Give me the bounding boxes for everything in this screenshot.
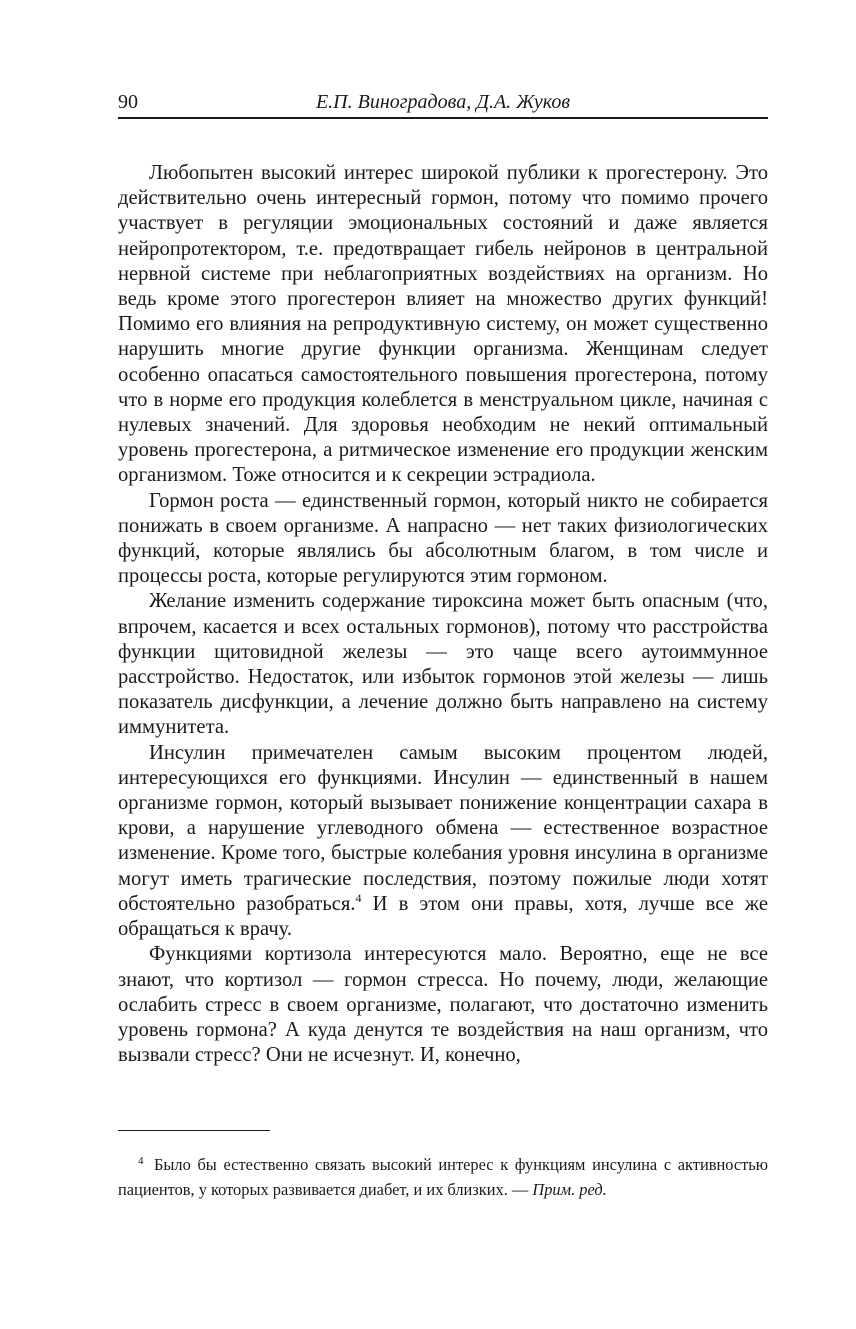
footnote-reference: 4 — [355, 891, 362, 906]
running-title: Е.П. Виноградова, Д.А. Жуков — [315, 91, 571, 113]
paragraph-growth-hormone: Гормон роста — единственный гормон, который никто не собирается понижать в своем организме. А напрасно — нет таких физиологических функций, которые являлись бы абсолютным благом, в том числе и процессы роста, которые регулируются этим гормоном. — [118, 489, 768, 588]
footnote-rule — [118, 1130, 270, 1131]
paragraph-insulin-text: Инсулин примечателен самым высоким процентом людей, интересующихся его функциями. Инсулин — единственный в нашем организме гормон, который вызывает понижение концентрации сахара в крови, а нарушение углеводного обмена — естественное возрастное изменение. Кроме того, быстрые колебания уровня инсулина в организме могут иметь трагические последствия, поэтому пожилые люди хотят обстоятельно разобраться. — [118, 741, 768, 915]
paragraph-insulin-text-end: И в этом они правы, хотя, лучше все же обращаться к врачу. — [118, 892, 768, 941]
header-rule — [118, 117, 768, 119]
footnote: $^4$ Было бы естественно связать высокий интерес к функциям инсулина с активностью пациентов, у которых развивается диабет, и их близких. — Прим. ред. — [118, 1154, 768, 1199]
paragraph-progesterone: Любопытен высокий интерес широкой публики к прогестерону. Это действительно очень интересный гормон, потому что помимо прочего участвует в регуляции эмоциональных состояний и даже является нейропротектором, т.е. предотвращает гибель нейронов в центральной нервной системе при неблагоприятных воздействиях на организм. Но ведь кроме этого прогестерон влияет на множество других функций! Помимо его влияния на репродуктивную систему, он может существенно нарушить многие другие функции организма. Женщинам следует особенно опасаться самостоятельного повышения прогестерона, потому что в норме его продукция колеблется в менструальном цикле, начиная с нулевых значений. Для здоровья необходим не некий оптимальный уровень прогестерона, а ритмическое изменение его продукции женским организмом. Тоже относится и к секреции эстрадиола. — [118, 162, 768, 487]
running-head — [118, 86, 768, 116]
footnote-text: Было бы естественно связать высокий интерес к функциям инсулина с активностью пациентов, у которых развивается диабет, и их близких. — — [118, 1155, 768, 1199]
footnote-editor-note: Прим. ред. — [532, 1180, 607, 1199]
paragraph-cortisol: Функциями кортизола интересуются мало. Вероятно, еще не все знают, что кортизол — гормон стресса. Но почему, люди, желающие ослабить стресс в своем организме, полагают, что достаточно изменить уровень гормона? А куда денутся те воздействия на наш организм, что вызвали стресс? Они не исчезнут. И, конечно, — [118, 943, 768, 1067]
body-text — [118, 161, 768, 1068]
paragraph-thyroxine: Желание изменить содержание тироксина может быть опасным (что, впрочем, касается и всех остальных гормонов), потому что расстройства функции щитовидной железы — это чаще всего аутоиммунное расстройство. Недостаток, или избыток гормонов этой железы — лишь показатель дисфункции, а лечение должно быть направлено на систему иммунитета. — [118, 590, 768, 739]
paragraph-insulin — [118, 741, 768, 943]
page-number: 90 — [118, 91, 138, 113]
